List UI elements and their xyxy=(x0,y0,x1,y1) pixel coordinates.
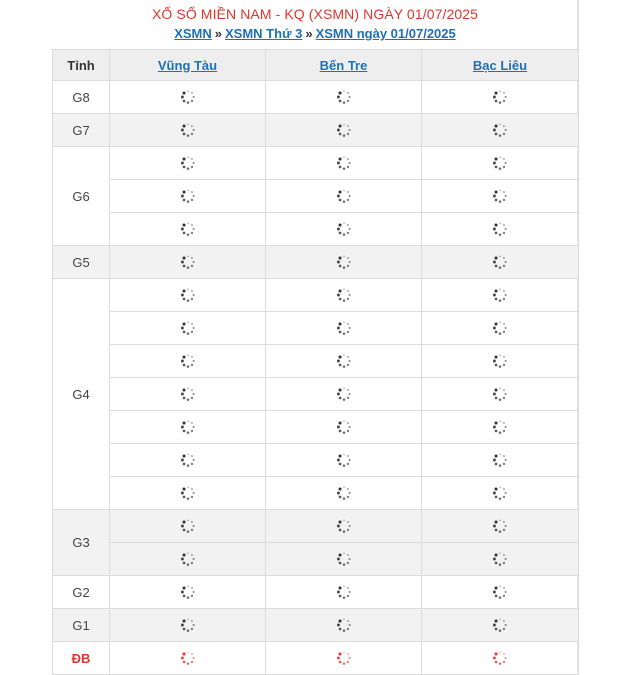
table-row xyxy=(53,345,579,378)
loading-spinner-icon xyxy=(180,353,196,369)
table-row xyxy=(53,510,579,543)
result-cell xyxy=(266,147,422,180)
loading-spinner-icon xyxy=(492,353,508,369)
result-cell xyxy=(110,477,266,510)
result-cell xyxy=(110,510,266,543)
result-cell xyxy=(266,477,422,510)
result-cell xyxy=(422,345,579,378)
result-cell xyxy=(266,510,422,543)
table-row xyxy=(53,411,579,444)
loading-spinner-icon xyxy=(336,452,352,468)
result-cell xyxy=(110,642,266,675)
result-cell xyxy=(422,147,579,180)
loading-spinner-icon xyxy=(336,155,352,171)
loading-spinner-icon xyxy=(492,485,508,501)
prize-label: G2 xyxy=(53,576,110,609)
loading-spinner-icon xyxy=(492,122,508,138)
breadcrumb-link-xsmn[interactable]: XSMN xyxy=(174,26,212,41)
result-cell xyxy=(422,609,579,642)
loading-spinner-icon xyxy=(180,485,196,501)
result-cell xyxy=(422,510,579,543)
result-cell xyxy=(422,246,579,279)
loading-spinner-icon xyxy=(336,287,352,303)
result-cell xyxy=(266,81,422,114)
table-row xyxy=(53,114,579,147)
result-cell xyxy=(422,213,579,246)
result-cell xyxy=(422,378,579,411)
result-cell xyxy=(110,114,266,147)
loading-spinner-icon xyxy=(336,617,352,633)
result-cell xyxy=(110,81,266,114)
result-cell xyxy=(110,411,266,444)
prize-label: G5 xyxy=(53,246,110,279)
result-cell xyxy=(266,246,422,279)
result-cell xyxy=(422,477,579,510)
loading-spinner-icon xyxy=(492,650,508,666)
result-cell xyxy=(266,609,422,642)
loading-spinner-icon xyxy=(180,617,196,633)
breadcrumb xyxy=(52,26,578,42)
table-row xyxy=(53,180,579,213)
result-cell xyxy=(422,576,579,609)
loading-spinner-icon xyxy=(492,518,508,534)
breadcrumb-link-xsmn-date[interactable]: XSMN ngày 01/07/2025 xyxy=(315,26,456,41)
result-cell xyxy=(110,378,266,411)
result-cell xyxy=(422,312,579,345)
result-cell xyxy=(266,444,422,477)
loading-spinner-icon xyxy=(180,518,196,534)
column-header-vung-tau xyxy=(110,50,266,81)
table-row xyxy=(53,279,579,312)
loading-spinner-icon xyxy=(492,155,508,171)
table-row xyxy=(53,477,579,510)
result-cell xyxy=(266,213,422,246)
results-body xyxy=(53,81,579,675)
table-row xyxy=(53,147,579,180)
prize-label: G3 xyxy=(53,510,110,576)
breadcrumb-separator: » xyxy=(214,26,223,41)
loading-spinner-icon xyxy=(492,419,508,435)
prize-label: G8 xyxy=(53,81,110,114)
loading-spinner-icon xyxy=(492,452,508,468)
results-header xyxy=(52,0,578,42)
loading-spinner-icon xyxy=(180,386,196,402)
table-row xyxy=(53,444,579,477)
table-row xyxy=(53,246,579,279)
result-cell xyxy=(110,576,266,609)
table-row xyxy=(53,378,579,411)
breadcrumb-separator: » xyxy=(305,26,313,41)
province-link-bac-lieu[interactable]: Bạc Liêu xyxy=(472,57,528,73)
loading-spinner-icon xyxy=(492,287,508,303)
loading-spinner-icon xyxy=(336,650,352,666)
loading-spinner-icon xyxy=(180,221,196,237)
result-cell xyxy=(266,312,422,345)
loading-spinner-icon xyxy=(492,89,508,105)
result-cell xyxy=(266,345,422,378)
prize-label: G1 xyxy=(53,609,110,642)
loading-spinner-icon xyxy=(336,551,352,567)
result-cell xyxy=(110,345,266,378)
loading-spinner-icon xyxy=(180,419,196,435)
loading-spinner-icon xyxy=(336,485,352,501)
result-cell xyxy=(266,543,422,576)
result-cell xyxy=(422,444,579,477)
loading-spinner-icon xyxy=(180,122,196,138)
result-cell xyxy=(266,411,422,444)
result-cell xyxy=(422,114,579,147)
result-cell xyxy=(266,279,422,312)
loading-spinner-icon xyxy=(336,188,352,204)
loading-spinner-icon xyxy=(180,188,196,204)
table-row xyxy=(53,642,579,675)
loading-spinner-icon xyxy=(336,89,352,105)
result-cell xyxy=(422,411,579,444)
result-cell xyxy=(266,180,422,213)
loading-spinner-icon xyxy=(492,221,508,237)
loading-spinner-icon xyxy=(336,386,352,402)
page-title: XỔ SỐ MIỀN NAM - KQ (XSMN) NGÀY 01/07/2025 xyxy=(151,6,479,22)
loading-spinner-icon xyxy=(180,650,196,666)
breadcrumb-link-xsmn-thu-3[interactable]: XSMN Thứ 3 xyxy=(225,26,303,41)
result-cell xyxy=(422,543,579,576)
result-cell xyxy=(110,312,266,345)
column-header-province: Tỉnh xyxy=(53,50,110,81)
loading-spinner-icon xyxy=(336,254,352,270)
loading-spinner-icon xyxy=(180,155,196,171)
column-header-ben-tre xyxy=(266,50,422,81)
table-row xyxy=(53,609,579,642)
prize-label: G4 xyxy=(53,279,110,510)
result-cell xyxy=(110,246,266,279)
table-row xyxy=(53,576,579,609)
table-row xyxy=(53,312,579,345)
result-cell xyxy=(110,213,266,246)
prize-label: G7 xyxy=(53,114,110,147)
loading-spinner-icon xyxy=(336,518,352,534)
result-cell xyxy=(266,576,422,609)
loading-spinner-icon xyxy=(180,551,196,567)
loading-spinner-icon xyxy=(180,452,196,468)
loading-spinner-icon xyxy=(336,221,352,237)
loading-spinner-icon xyxy=(492,617,508,633)
result-cell xyxy=(266,114,422,147)
loading-spinner-icon xyxy=(180,89,196,105)
loading-spinner-icon xyxy=(180,254,196,270)
result-cell xyxy=(422,180,579,213)
province-link-vung-tau[interactable]: Vũng Tàu xyxy=(157,57,218,73)
loading-spinner-icon xyxy=(336,122,352,138)
loading-spinner-icon xyxy=(492,551,508,567)
table-row xyxy=(53,213,579,246)
result-cell xyxy=(422,642,579,675)
result-cell xyxy=(110,279,266,312)
result-cell xyxy=(266,642,422,675)
loading-spinner-icon xyxy=(336,353,352,369)
loading-spinner-icon xyxy=(492,320,508,336)
table-header-row xyxy=(53,50,579,81)
result-cell xyxy=(110,147,266,180)
lottery-results-table xyxy=(52,49,579,675)
loading-spinner-icon xyxy=(336,320,352,336)
prize-label: G6 xyxy=(53,147,110,246)
prize-label: ĐB xyxy=(53,642,110,675)
table-row xyxy=(53,81,579,114)
result-cell xyxy=(110,444,266,477)
result-cell xyxy=(422,279,579,312)
result-cell xyxy=(266,378,422,411)
result-cell xyxy=(110,609,266,642)
table-row xyxy=(53,543,579,576)
result-cell xyxy=(110,543,266,576)
loading-spinner-icon xyxy=(180,287,196,303)
loading-spinner-icon xyxy=(180,320,196,336)
loading-spinner-icon xyxy=(492,386,508,402)
province-link-ben-tre[interactable]: Bến Tre xyxy=(319,57,368,73)
loading-spinner-icon xyxy=(492,188,508,204)
loading-spinner-icon xyxy=(336,419,352,435)
result-cell xyxy=(110,180,266,213)
loading-spinner-icon xyxy=(492,254,508,270)
column-header-bac-lieu xyxy=(422,50,579,81)
loading-spinner-icon xyxy=(336,584,352,600)
result-cell xyxy=(422,81,579,114)
loading-spinner-icon xyxy=(180,584,196,600)
loading-spinner-icon xyxy=(492,584,508,600)
